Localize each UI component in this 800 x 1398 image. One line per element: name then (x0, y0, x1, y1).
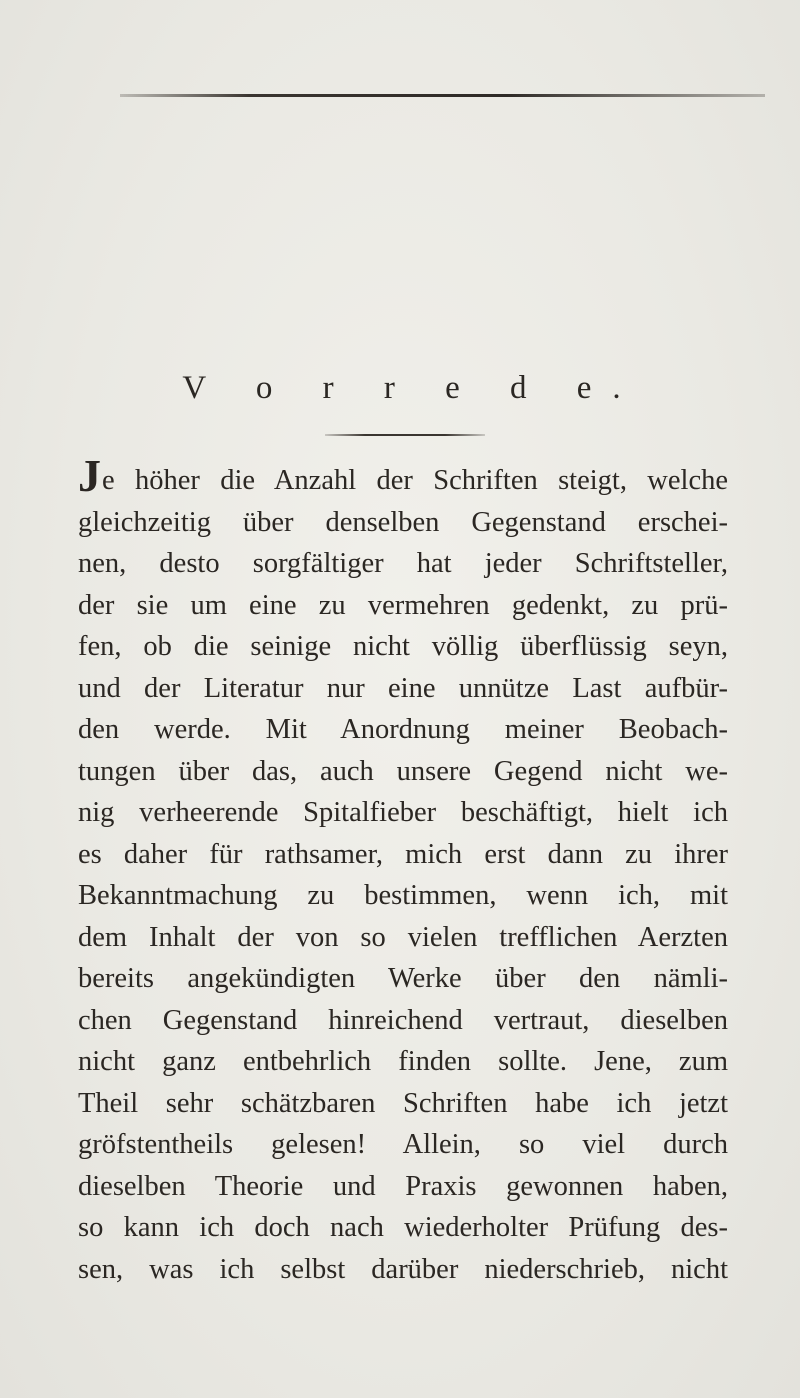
text-line: den werde. Mit Anordnung meiner Beobach- (78, 714, 728, 745)
body-text (78, 450, 728, 1290)
text-line: der sie um eine zu vermehren gedenkt, zu prü- (78, 589, 728, 621)
text-line: nig verheerende Spitalfieber beschäftigt, hielt ich (78, 797, 728, 828)
text-line: bereits angekündigten Werke über den nämli- (78, 963, 728, 994)
text-line: es daher für rathsamer, mich erst dann zu ihrer (78, 838, 728, 870)
text-line: Bekanntmachung zu bestimmen, wenn ich, mit (78, 880, 728, 911)
text-line: tungen über das, auch unsere Gegend nicht we- (78, 755, 728, 787)
text-line: und der Literatur nur eine unnütze Last aufbür- (78, 672, 728, 704)
title-rule-divider (325, 434, 485, 436)
text-line: sen, was ich selbst darüber niederschrieb, nicht (78, 1253, 728, 1285)
first-line-text: e höher die Anzahl der Schriften steigt, welche (102, 465, 728, 496)
text-line: nicht ganz entbehrlich finden sollte. Jene, zum (78, 1046, 728, 1077)
text-line: nen, desto sorgfältiger hat jeder Schriftsteller, (78, 548, 728, 579)
text-line: so kann ich doch nach wiederholter Prüfung des- (78, 1212, 728, 1243)
text-line: chen Gegenstand hinreichend vertraut, dieselben (78, 1004, 728, 1036)
page-title: V o r r e d e. (182, 370, 642, 406)
text-line: Theil sehr schätzbaren Schriften habe ich jetzt (78, 1087, 728, 1119)
text-line: gröfstentheils gelesen! Allein, so viel durch (78, 1129, 728, 1160)
text-line: dem Inhalt der von so vielen trefflichen Aerzten (78, 921, 728, 953)
text-line-1 (78, 450, 728, 502)
top-rule-divider (120, 94, 765, 97)
text-line: fen, ob die seinige nicht völlig überflüssig seyn, (78, 631, 728, 662)
drop-initial: J (78, 450, 101, 501)
text-line: dieselben Theorie und Praxis gewonnen haben, (78, 1170, 728, 1202)
text-line: gleichzeitig über denselben Gegenstand erschei- (78, 506, 728, 538)
